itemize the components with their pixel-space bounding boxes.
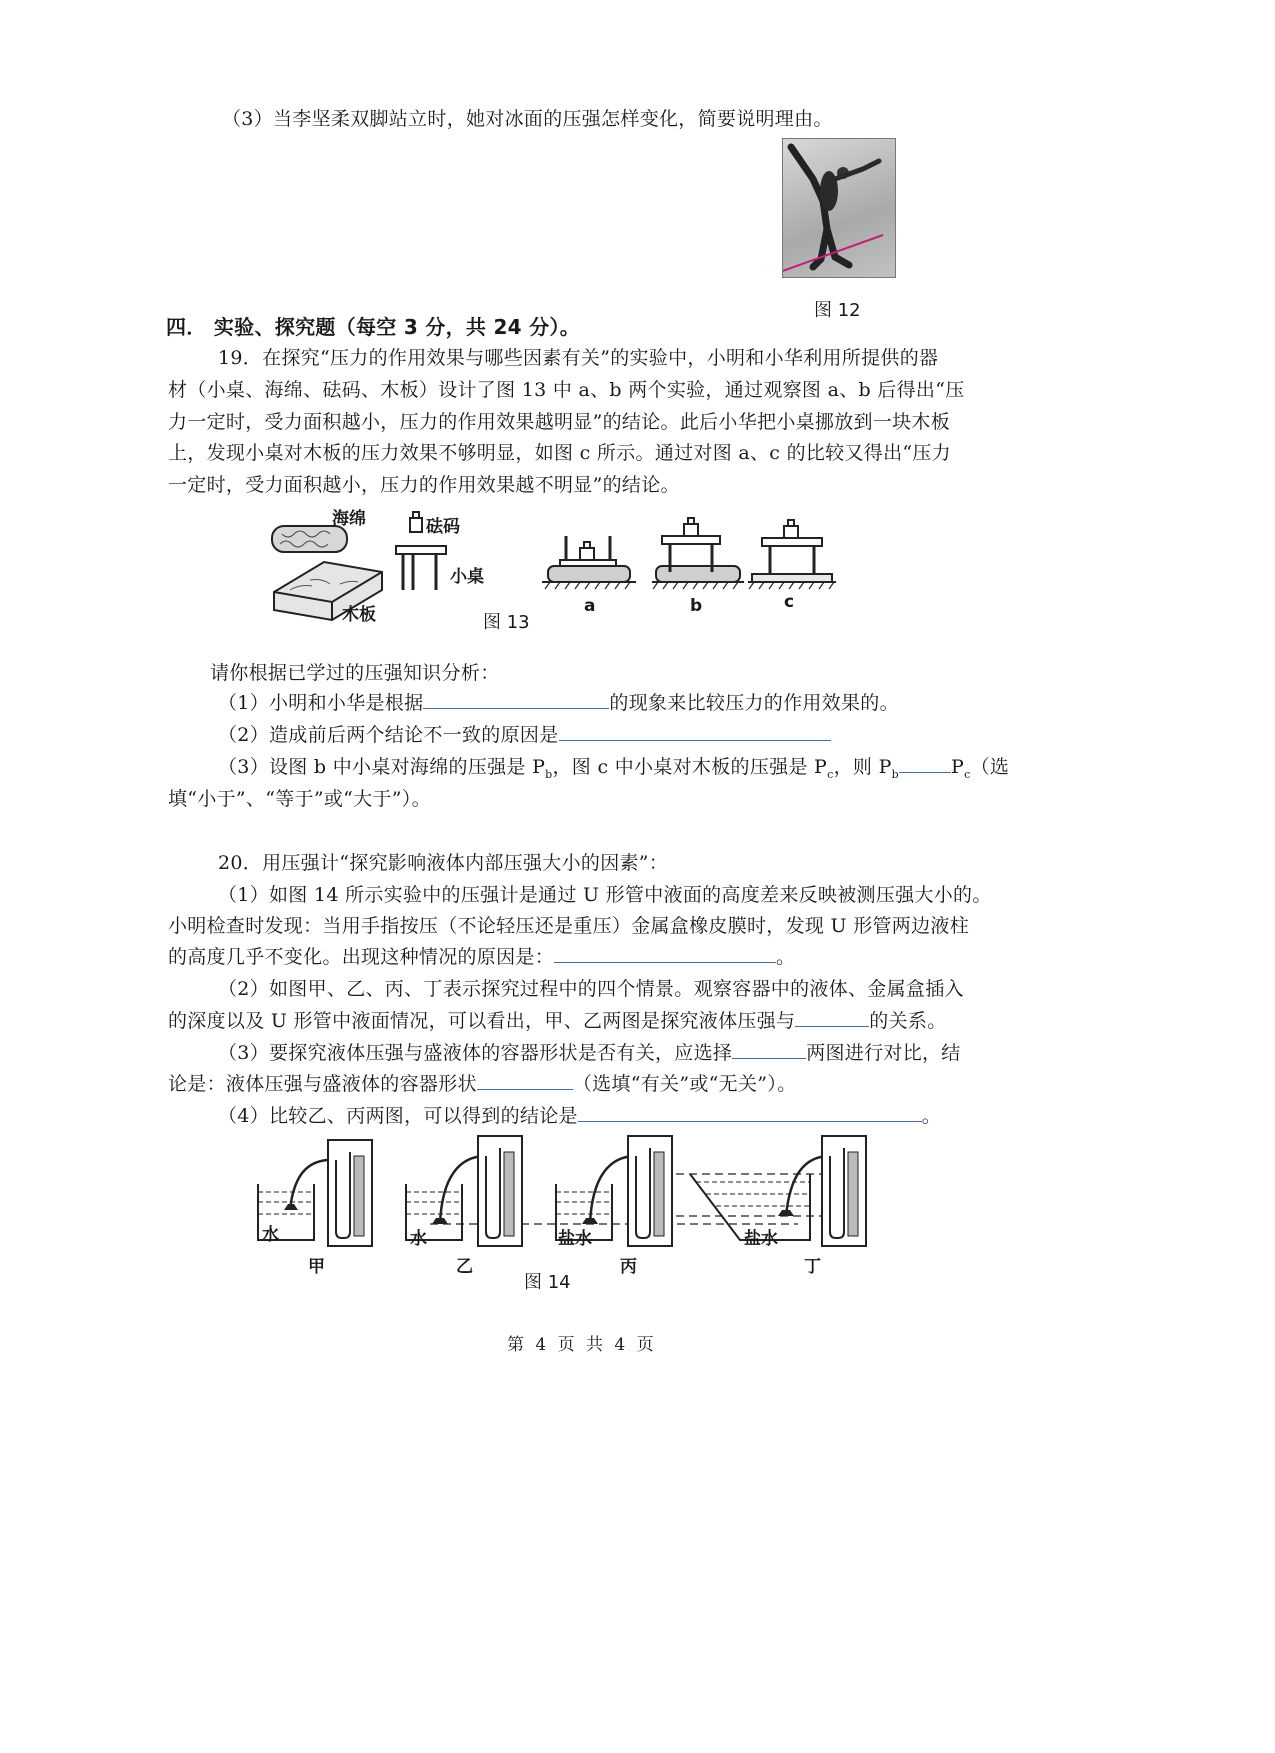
q19-sub3-text-d: P <box>951 756 965 778</box>
q19-sub3-text-b: ，图 c 中小桌对木板的压强是 P <box>552 756 828 778</box>
q19-sub3-subscript-c: c <box>827 767 834 781</box>
q19-sub1-text-a: （1）小明和小华是根据 <box>218 692 424 714</box>
q19-sub3-text-a: （3）设图 b 中小桌对海绵的压强是 P <box>218 756 546 778</box>
q20-sub4 <box>218 1103 941 1129</box>
q20-sub3-l1 <box>218 1040 961 1066</box>
label-water-1: 水 <box>262 1225 279 1245</box>
q19-sub3-subscript-b: b <box>545 767 553 781</box>
q19-sub3-line2: 填“小于”、“等于”或“大于”）。 <box>168 788 431 810</box>
q19-sub3-text-c: ，则 P <box>833 756 892 778</box>
q19-line5: 一定时，受力面积越小，压力的作用效果越不明显”的结论。 <box>168 474 680 496</box>
q20-sub1-text: 的高度几乎不变化。出现这种情况的原因是： <box>168 946 555 968</box>
q19-sub3-subscript-c2: c <box>964 767 971 781</box>
q20-sub3-text-a: （3）要探究液体压强与盛液体的容器形状是否有关，应选择 <box>218 1042 733 1064</box>
q20-sub3-blank2[interactable] <box>477 1071 573 1090</box>
q20-sub2-l2 <box>168 1008 947 1034</box>
q20-sub1-l1: （1）如图 14 所示实验中的压强计是通过 U 形管中液面的高度差来反映被测压强大小的。 <box>218 884 992 906</box>
q19-sub3-blank[interactable] <box>899 754 951 773</box>
q20-sub1-l2: 小明检查时发现：当用手指按压（不论轻压还是重压）金属盒橡皮膜时，发现 U 形管两边液柱 <box>168 915 969 937</box>
q20-sub3-text-d: （选填“有关”或“无关”）。 <box>572 1073 797 1095</box>
q19-sub2-text: （2）造成前后两个结论不一致的原因是 <box>218 724 559 746</box>
q20-sub3-text-c: 论是：液体压强与盛液体的容器形状 <box>168 1073 477 1095</box>
q19-sub2-blank[interactable] <box>559 722 831 741</box>
q19-sub1-blank[interactable] <box>423 690 609 709</box>
label-c: c <box>784 592 795 612</box>
q19-prompt: 请你根据已学过的压强知识分析： <box>210 662 500 684</box>
label-yi: 乙 <box>456 1257 473 1277</box>
q20-sub4-end: 。 <box>921 1105 942 1127</box>
q20-sub3-l2 <box>168 1071 796 1097</box>
label-b: b <box>690 596 703 616</box>
label-ding: 丁 <box>804 1257 821 1277</box>
q20-sub1-l3 <box>168 944 795 970</box>
q20-sub2-l1: （2）如图甲、乙、丙、丁表示探究过程中的四个情景。观察容器中的液体、金属盒插入 <box>218 978 964 1000</box>
q19-line4: 上，发现小桌对木板的压力效果不够明显，如图 c 所示。通过对图 a、c 的比较又得出“压力 <box>168 442 951 464</box>
figure-13-caption: 图 13 <box>483 612 530 633</box>
q18-sub3: （3）当李坚柔双脚站立时，她对冰面的压强怎样变化，简要说明理由。 <box>222 108 833 130</box>
q19-line1: 19．在探究“压力的作用效果与哪些因素有关”的实验中，小明和小华利用所提供的器 <box>218 347 939 369</box>
page-footer: 第 4 页 共 4 页 <box>507 1335 657 1355</box>
figure-14-caption: 图 14 <box>524 1272 571 1293</box>
q19-sub3-text-e: （选 <box>970 756 1010 778</box>
q19-sub1-text-b: 的现象来比较压力的作用效果的。 <box>609 692 899 714</box>
figure-12-caption: 图 12 <box>814 300 861 321</box>
figure-13 <box>260 500 860 640</box>
label-saltwater-2: 盐水 <box>744 1229 778 1249</box>
q20-sub2-end: 的关系。 <box>869 1010 947 1032</box>
q19-line2: 材（小桌、海绵、砝码、木板）设计了图 13 中 a、b 两个实验，通过观察图 a、b 后得出“压 <box>168 379 965 401</box>
q20-sub2-blank[interactable] <box>795 1008 869 1027</box>
q19-sub3 <box>218 754 1009 788</box>
label-weight: 砝码 <box>426 517 460 537</box>
q20-sub1-blank[interactable] <box>554 944 776 963</box>
q20-sub3-text-b: 两图进行对比，结 <box>806 1042 961 1064</box>
section-4-heading: 四． 实验、探究题（每空 3 分，共 24 分）。 <box>166 315 581 339</box>
label-jia: 甲 <box>308 1257 325 1277</box>
setup-ding <box>690 1136 866 1246</box>
figure-12-photo <box>782 138 896 278</box>
label-bing: 丙 <box>620 1257 637 1277</box>
q20-sub1-end: 。 <box>776 946 796 968</box>
label-water-2: 水 <box>410 1229 427 1249</box>
q20-sub4-blank[interactable] <box>578 1103 922 1122</box>
q19-sub3-subscript-b2: b <box>891 767 899 781</box>
q20-line1: 20．用压强计“探究影响液体内部压强大小的因素”： <box>218 852 669 874</box>
q19-sub2 <box>218 722 831 748</box>
label-a: a <box>584 596 596 616</box>
q19-sub1 <box>218 690 899 716</box>
q20-sub4-text: （4）比较乙、丙两图，可以得到的结论是 <box>218 1105 578 1127</box>
q20-sub2-text: 的深度以及 U 形管中液面情况，可以看出，甲、乙两图是探究液体压强与 <box>168 1010 796 1032</box>
q20-sub3-blank1[interactable] <box>732 1040 806 1059</box>
figure-14 <box>250 1132 890 1282</box>
label-table: 小桌 <box>450 567 484 587</box>
q19-line3: 力一定时，受力面积越小，压力的作用效果越明显”的结论。此后小华把小桌挪放到一块木板 <box>168 411 951 433</box>
label-saltwater-1: 盐水 <box>558 1229 592 1249</box>
label-board: 木板 <box>342 605 376 625</box>
label-sponge: 海绵 <box>332 509 366 529</box>
